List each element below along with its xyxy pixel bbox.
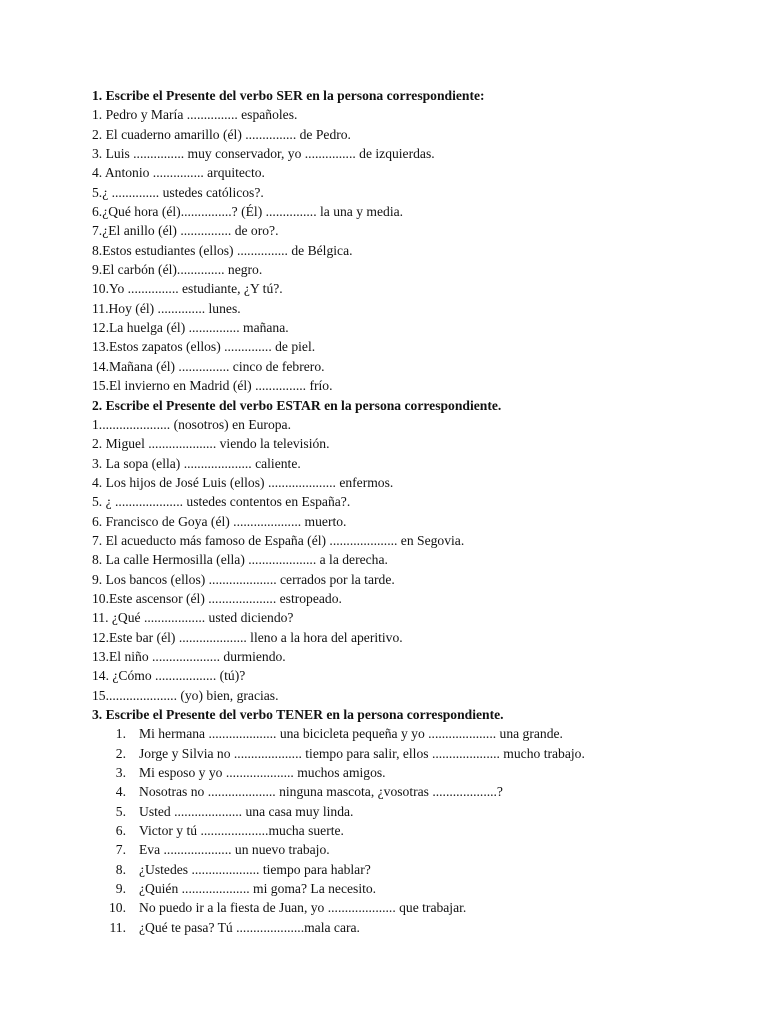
section3-item-9 [92, 879, 732, 898]
section1-heading: 1. Escribe el Presente del verbo SER en la persona correspondiente: [92, 88, 485, 103]
section2-item-1: 1..................... (nosotros) en Europa. [92, 416, 291, 432]
section1-item-10: 10.Yo ............... estudiante, ¿Y tú?. [92, 281, 283, 297]
section2-item-12: 12.Este bar (él) .................... lleno a la hora del aperitivo. [92, 629, 403, 645]
item-number: 1. [115, 726, 126, 742]
section3-item-11 [92, 918, 732, 937]
section1-item-11: 11.Hoy (él) .............. lunes. [92, 300, 241, 316]
section1-item-4: 4. Antonio ............... arquitecto. [92, 165, 265, 181]
section2-item-10: 10.Este ascensor (él) .................... estropeado. [92, 590, 342, 606]
section3-item-3 [92, 763, 732, 782]
section3-item-5 [92, 802, 732, 821]
item-text: ¿Ustedes .................... tiempo para hablar? [139, 861, 371, 877]
section3-item-10 [92, 898, 732, 917]
item-text: Eva .................... un nuevo trabajo. [139, 842, 330, 858]
section3-item-2 [92, 744, 732, 763]
section1-item-13: 13.Estos zapatos (ellos) .............. de piel. [92, 339, 316, 355]
section2-heading: 2. Escribe el Presente del verbo ESTAR en la persona correspondiente. [92, 397, 502, 413]
item-text: Victor y tú ....................mucha suerte. [139, 823, 344, 839]
section2-item-7: 7. El acueducto más famoso de España (él) .................... en Segovia. [92, 532, 465, 548]
item-number: 9. [115, 881, 126, 897]
section3-heading: 3. Escribe el Presente del verbo TENER en la persona correspondiente. [92, 707, 504, 722]
section2-item-6: 6. Francisco de Goya (él) .................... muerto. [92, 513, 347, 529]
item-number: 6. [115, 823, 126, 839]
section1-item-12: 12.La huelga (él) ............... mañana. [92, 320, 289, 336]
section3-item-7 [92, 840, 732, 859]
section1-item-5: 5.¿ .............. ustedes católicos?. [92, 184, 264, 200]
item-number: 10. [109, 900, 126, 916]
section2-item-15: 15..................... (yo) bien, gracias. [92, 687, 279, 703]
item-number: 8. [115, 861, 126, 877]
section1-item-7: 7.¿El anillo (él) ............... de oro?. [92, 223, 279, 239]
item-number: 2. [115, 745, 126, 761]
section1-item-14: 14.Mañana (él) ............... cinco de febrero. [92, 358, 325, 374]
worksheet-content [92, 86, 732, 937]
item-text: ¿Qué te pasa? Tú ....................mala cara. [139, 919, 360, 935]
section1-item-3: 3. Luis ............... muy conservador, yo ............... de izquierdas. [92, 146, 435, 162]
section2-item-11: 11. ¿Qué .................. usted diciendo? [92, 610, 294, 626]
section1-item-6: 6.¿Qué hora (él)...............? (Él) ............... la una y media. [92, 204, 404, 220]
item-text: ¿Quién .................... mi goma? La necesito. [139, 881, 377, 897]
item-text: Jorge y Silvia no .................... tiempo para salir, ellos .................... mucho trabajo. [139, 745, 585, 761]
section2-item-13: 13.El niño .................... durmiendo. [92, 648, 286, 664]
item-text: Mi hermana .................... una bicicleta pequeña y yo .................... una grande. [139, 726, 563, 742]
item-number: 11. [109, 919, 126, 935]
section2-item-3: 3. La sopa (ella) .................... caliente. [92, 455, 301, 471]
item-text: Mi esposo y yo .................... muchos amigos. [139, 765, 386, 781]
section3-item-4 [92, 782, 732, 801]
section2-item-8: 8. La calle Hermosilla (ella) .................... a la derecha. [92, 552, 388, 568]
section2-item-14: 14. ¿Cómo .................. (tú)? [92, 668, 246, 684]
section1-item-15: 15.El invierno en Madrid (él) ............... frío. [92, 378, 333, 394]
section2-item-4: 4. Los hijos de José Luis (ellos) .................... enfermos. [92, 474, 394, 490]
item-text: Nosotras no .................... ninguna mascota, ¿vosotras ...................? [139, 784, 503, 800]
item-number: 4. [115, 784, 126, 800]
section3-item-1 [92, 724, 732, 743]
item-text: Usted .................... una casa muy linda. [139, 803, 354, 819]
item-number: 7. [115, 842, 126, 858]
section2-item-9: 9. Los bancos (ellos) .................... cerrados por la tarde. [92, 571, 395, 587]
section1-item-1: 1. Pedro y María ............... españoles. [92, 107, 298, 123]
section3-item-8 [92, 860, 732, 879]
item-number: 5. [115, 803, 126, 819]
item-text: No puedo ir a la fiesta de Juan, yo .................... que trabajar. [139, 900, 467, 916]
section3-item-6 [92, 821, 732, 840]
section2-item-5: 5. ¿ .................... ustedes contentos en España?. [92, 494, 351, 510]
section1-item-2: 2. El cuaderno amarillo (él) ............... de Pedro. [92, 126, 351, 142]
section1-item-9: 9.El carbón (él).............. negro. [92, 262, 263, 278]
section1-item-8: 8.Estos estudiantes (ellos) ............... de Bélgica. [92, 242, 353, 258]
section2-item-2: 2. Miguel .................... viendo la televisión. [92, 436, 330, 452]
item-number: 3. [115, 765, 126, 781]
